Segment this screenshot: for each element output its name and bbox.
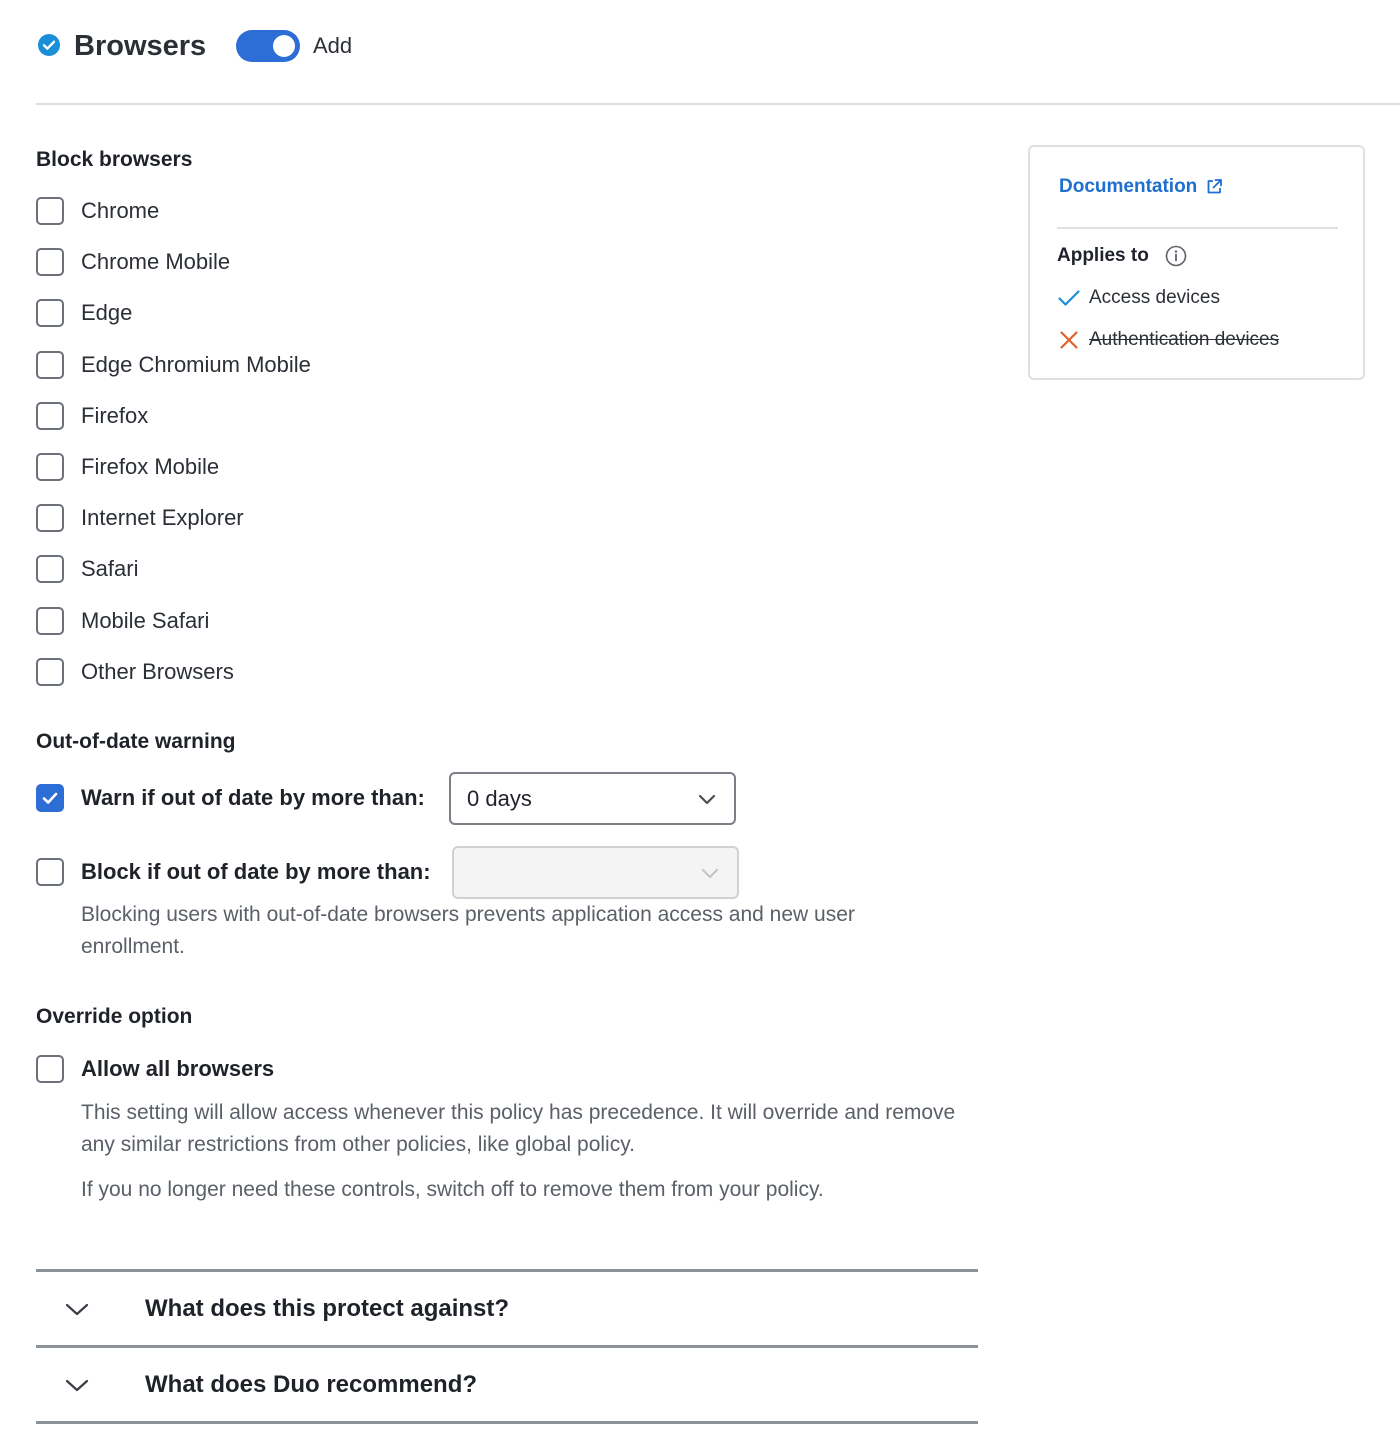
panel-divider [1057, 227, 1338, 229]
check-icon [1057, 286, 1081, 310]
page-title: Browsers [74, 30, 207, 62]
chevron-down-icon [696, 788, 718, 810]
checkbox-label: Chrome Mobile [81, 249, 231, 274]
checkbox-box[interactable] [36, 658, 64, 686]
checkbox-label: Safari [81, 556, 139, 581]
checkbox-box[interactable] [36, 402, 64, 430]
add-toggle[interactable] [236, 30, 300, 62]
applies-to-heading [1057, 243, 1187, 269]
x-icon [1057, 328, 1081, 352]
override-switch-off-text: If you no longer need these controls, switch off to remove them from your policy. [81, 1178, 824, 1201]
checkbox-label: Allow all browsers [81, 1056, 275, 1081]
checkbox-label: Block if out of date by more than: [81, 859, 431, 884]
checkbox-box[interactable] [36, 555, 64, 583]
documentation-label: Documentation [1059, 176, 1198, 197]
checkbox-box[interactable] [36, 784, 64, 812]
checkbox-edge-chromium-mobile[interactable] [36, 349, 311, 381]
external-link-icon [1205, 178, 1223, 196]
header-divider [36, 103, 1400, 105]
override-help-text: This setting will allow access whenever this policy has precedence. It will override and remove any similar restrictions from other policies, like global policy. [81, 1101, 956, 1156]
toggle-knob [273, 35, 295, 57]
warn-days-select[interactable] [449, 772, 736, 825]
toggle-label: Add [313, 33, 353, 58]
checkbox-label: Mobile Safari [81, 608, 210, 633]
checkbox-label: Edge [81, 300, 133, 325]
chevron-down-icon [64, 1296, 90, 1322]
block-browsers-heading: Block browsers [36, 148, 193, 171]
accordion-duo-recommend[interactable] [36, 1349, 978, 1421]
checkbox-edge[interactable] [36, 297, 132, 329]
documentation-link[interactable] [1059, 174, 1223, 200]
applies-authentication-devices [1057, 327, 1279, 353]
checkbox-label: Firefox Mobile [81, 454, 220, 479]
applies-label: Authentication devices [1089, 329, 1280, 350]
checkbox-chrome-mobile[interactable] [36, 246, 230, 278]
checkbox-label: Chrome [81, 198, 160, 223]
checkbox-firefox[interactable] [36, 400, 148, 432]
checkbox-box[interactable] [36, 453, 64, 481]
checkbox-firefox-mobile[interactable] [36, 451, 219, 483]
select-value: 0 days [467, 785, 532, 811]
out-of-date-heading: Out-of-date warning [36, 730, 236, 753]
status-check-icon [37, 33, 61, 57]
checkbox-chrome[interactable] [36, 195, 159, 227]
allow-all-browsers-checkbox[interactable] [36, 1053, 274, 1085]
chevron-down-icon [699, 862, 721, 884]
checkbox-label: Warn if out of date by more than: [81, 785, 425, 810]
checkbox-box[interactable] [36, 607, 64, 635]
checkbox-label: Edge Chromium Mobile [81, 352, 311, 377]
applies-to-label: Applies to [1057, 245, 1149, 266]
checkbox-box[interactable] [36, 858, 64, 886]
applies-access-devices [1057, 285, 1220, 311]
applies-label: Access devices [1089, 287, 1220, 308]
checkbox-mobile-safari[interactable] [36, 605, 209, 637]
block-out-of-date-checkbox[interactable] [36, 856, 431, 888]
checkbox-box[interactable] [36, 197, 64, 225]
checkbox-safari[interactable] [36, 553, 138, 585]
checkbox-box[interactable] [36, 504, 64, 532]
accordion-divider [36, 1421, 978, 1424]
checkbox-box[interactable] [36, 248, 64, 276]
accordion-divider [36, 1345, 978, 1348]
accordion-title: What does this protect against? [145, 1295, 510, 1322]
checkbox-label: Other Browsers [81, 659, 234, 684]
checkbox-box[interactable] [36, 1055, 64, 1083]
accordion-divider [36, 1269, 978, 1272]
checkbox-label: Internet Explorer [81, 505, 244, 530]
checkbox-box[interactable] [36, 351, 64, 379]
checkmark-icon [40, 788, 60, 808]
checkbox-box[interactable] [36, 299, 64, 327]
accordion-protect-against[interactable] [36, 1273, 978, 1345]
checkbox-other-browsers[interactable] [36, 656, 234, 688]
warn-out-of-date-checkbox[interactable] [36, 782, 425, 814]
override-heading: Override option [36, 1005, 193, 1028]
chevron-down-icon [64, 1372, 90, 1398]
info-icon[interactable] [1165, 245, 1187, 267]
checkbox-internet-explorer[interactable] [36, 502, 244, 534]
checkbox-label: Firefox [81, 403, 149, 428]
accordion-title: What does Duo recommend? [145, 1371, 478, 1398]
block-days-select [452, 846, 739, 899]
block-help-text: Blocking users with out-of-date browsers prevents application access and new user enrollment. [81, 903, 855, 958]
